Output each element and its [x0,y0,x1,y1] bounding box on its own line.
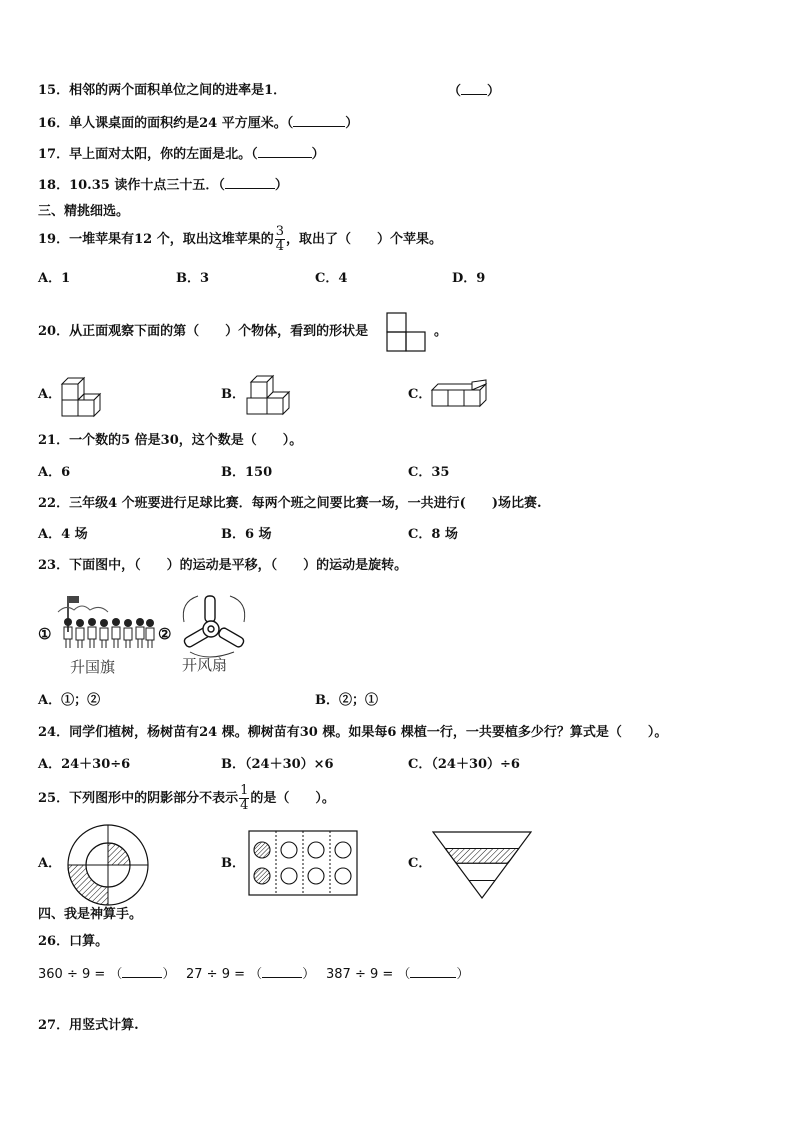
cube-figure-c [430,378,490,410]
cube-figure-a [60,368,104,422]
option-19-d[interactable]: D．9 [452,271,486,286]
figure-2-marker: ② [158,625,172,643]
question-18-text: 18．10.35 读作十点三十五．（ [38,178,225,193]
section-heading-4: 四、我是神算手。 [38,907,143,922]
question-23: 23．下面图中，（ ）的运动是平移，（ ）的运动是旋转。 [38,558,408,573]
oral-calc-3-blank[interactable] [410,965,456,978]
question-18: 18．10.35 读作十点三十五．（ ） [38,178,288,193]
ring-figure-a [62,824,154,906]
section-heading-3: 三、精挑细选。 [38,204,130,219]
option-21-a[interactable]: A．6 [38,465,71,480]
question-20: 20．从正面观察下面的第（ ）个物体，看到的形状是 [38,324,369,339]
option-21-c[interactable]: C．35 [408,465,450,480]
oral-calc-2: 27 ÷ 9 = （ ） [186,967,316,982]
circles-grid-figure-b [248,830,358,896]
cube-figure-b [245,372,293,416]
oral-calc-1: 360 ÷ 9 = （ ） [38,967,176,982]
option-20-a[interactable]: A． [38,387,62,402]
option-24-a[interactable]: A．24＋30÷6 [38,757,131,772]
question-19: 19．一堆苹果有12 个，取出这堆苹果的 $\frac{3}{4}$ ，取出了（ ）个苹果。 [38,224,443,254]
oral-calc-2-blank[interactable] [262,965,302,978]
answer-blank-15[interactable]: （ ） [448,84,501,99]
fraction-one-quarter: $\frac{1}{4}$ [240,783,249,813]
triangle-figure-c [432,830,532,900]
question-16-text: 16．单人课桌面的面积约是24 平方厘米。（ [38,116,294,131]
option-19-c[interactable]: C．4 [315,271,348,286]
question-22: 22．三年级4 个班要进行足球比赛．每两个班之间要比赛一场，一共进行( )场比赛. [38,496,542,511]
figure-1-marker: ① [38,625,52,643]
answer-blank-18[interactable] [225,176,275,189]
answer-blank-17[interactable] [258,145,312,158]
option-19-a[interactable]: A．1 [38,271,71,286]
question-17: 17．早上面对太阳，你的左面是北。（ ） [38,147,325,162]
option-23-a[interactable]: A．①；② [38,693,101,708]
oral-calc-1-blank[interactable] [122,965,162,978]
flag-raising-caption: 升国旗 [70,658,116,676]
question-26: 26．口算。 [38,934,109,949]
option-20-c[interactable]: C． [408,387,432,402]
option-20-b[interactable]: B． [221,387,245,402]
option-22-b[interactable]: B．6 场 [221,527,272,542]
front-view-shape [386,312,428,352]
option-24-c[interactable]: C．（24＋30）÷6 [408,757,520,772]
option-24-b[interactable]: B．（24＋30）×6 [221,757,334,772]
fan-caption: 开风扇 [182,656,228,674]
flag-raising-image [56,592,156,654]
option-25-a[interactable]: A． [38,856,62,871]
question-16: 16．单人课桌面的面积约是24 平方厘米。（ ） [38,116,359,131]
option-23-b[interactable]: B．②；① [315,693,378,708]
answer-blank-16[interactable] [293,114,345,127]
option-25-b[interactable]: B． [221,856,245,871]
question-15-text: 15．相邻的两个面积单位之间的进率是1． [38,83,287,98]
question-25: 25．下列图形中的阴影部分不表示 $\frac{1}{4}$ 的是（ ）。 [38,783,335,813]
fan-image [174,592,254,662]
option-22-c[interactable]: C．8 场 [408,527,458,542]
option-25-c[interactable]: C． [408,856,432,871]
question-21: 21．一个数的5 倍是30，这个数是（ ）。 [38,433,303,448]
oral-calc-3: 387 ÷ 9 = （ ） [326,967,470,982]
question-15 [38,82,286,100]
question-24: 24．同学们植树，杨树苗有24 棵。柳树苗有30 棵。如果每6 棵植一行，一共要植多少行？算式是（ ）。 [38,725,668,740]
option-21-b[interactable]: B．150 [221,465,273,480]
question-17-text: 17．早上面对太阳，你的左面是北。（ [38,147,258,162]
option-19-b[interactable]: B．3 [176,271,210,286]
question-27: 27．用竖式计算. [38,1018,139,1033]
fraction-three-quarters: $\frac{3}{4}$ [275,224,284,254]
option-22-a[interactable]: A．4 场 [38,527,88,542]
